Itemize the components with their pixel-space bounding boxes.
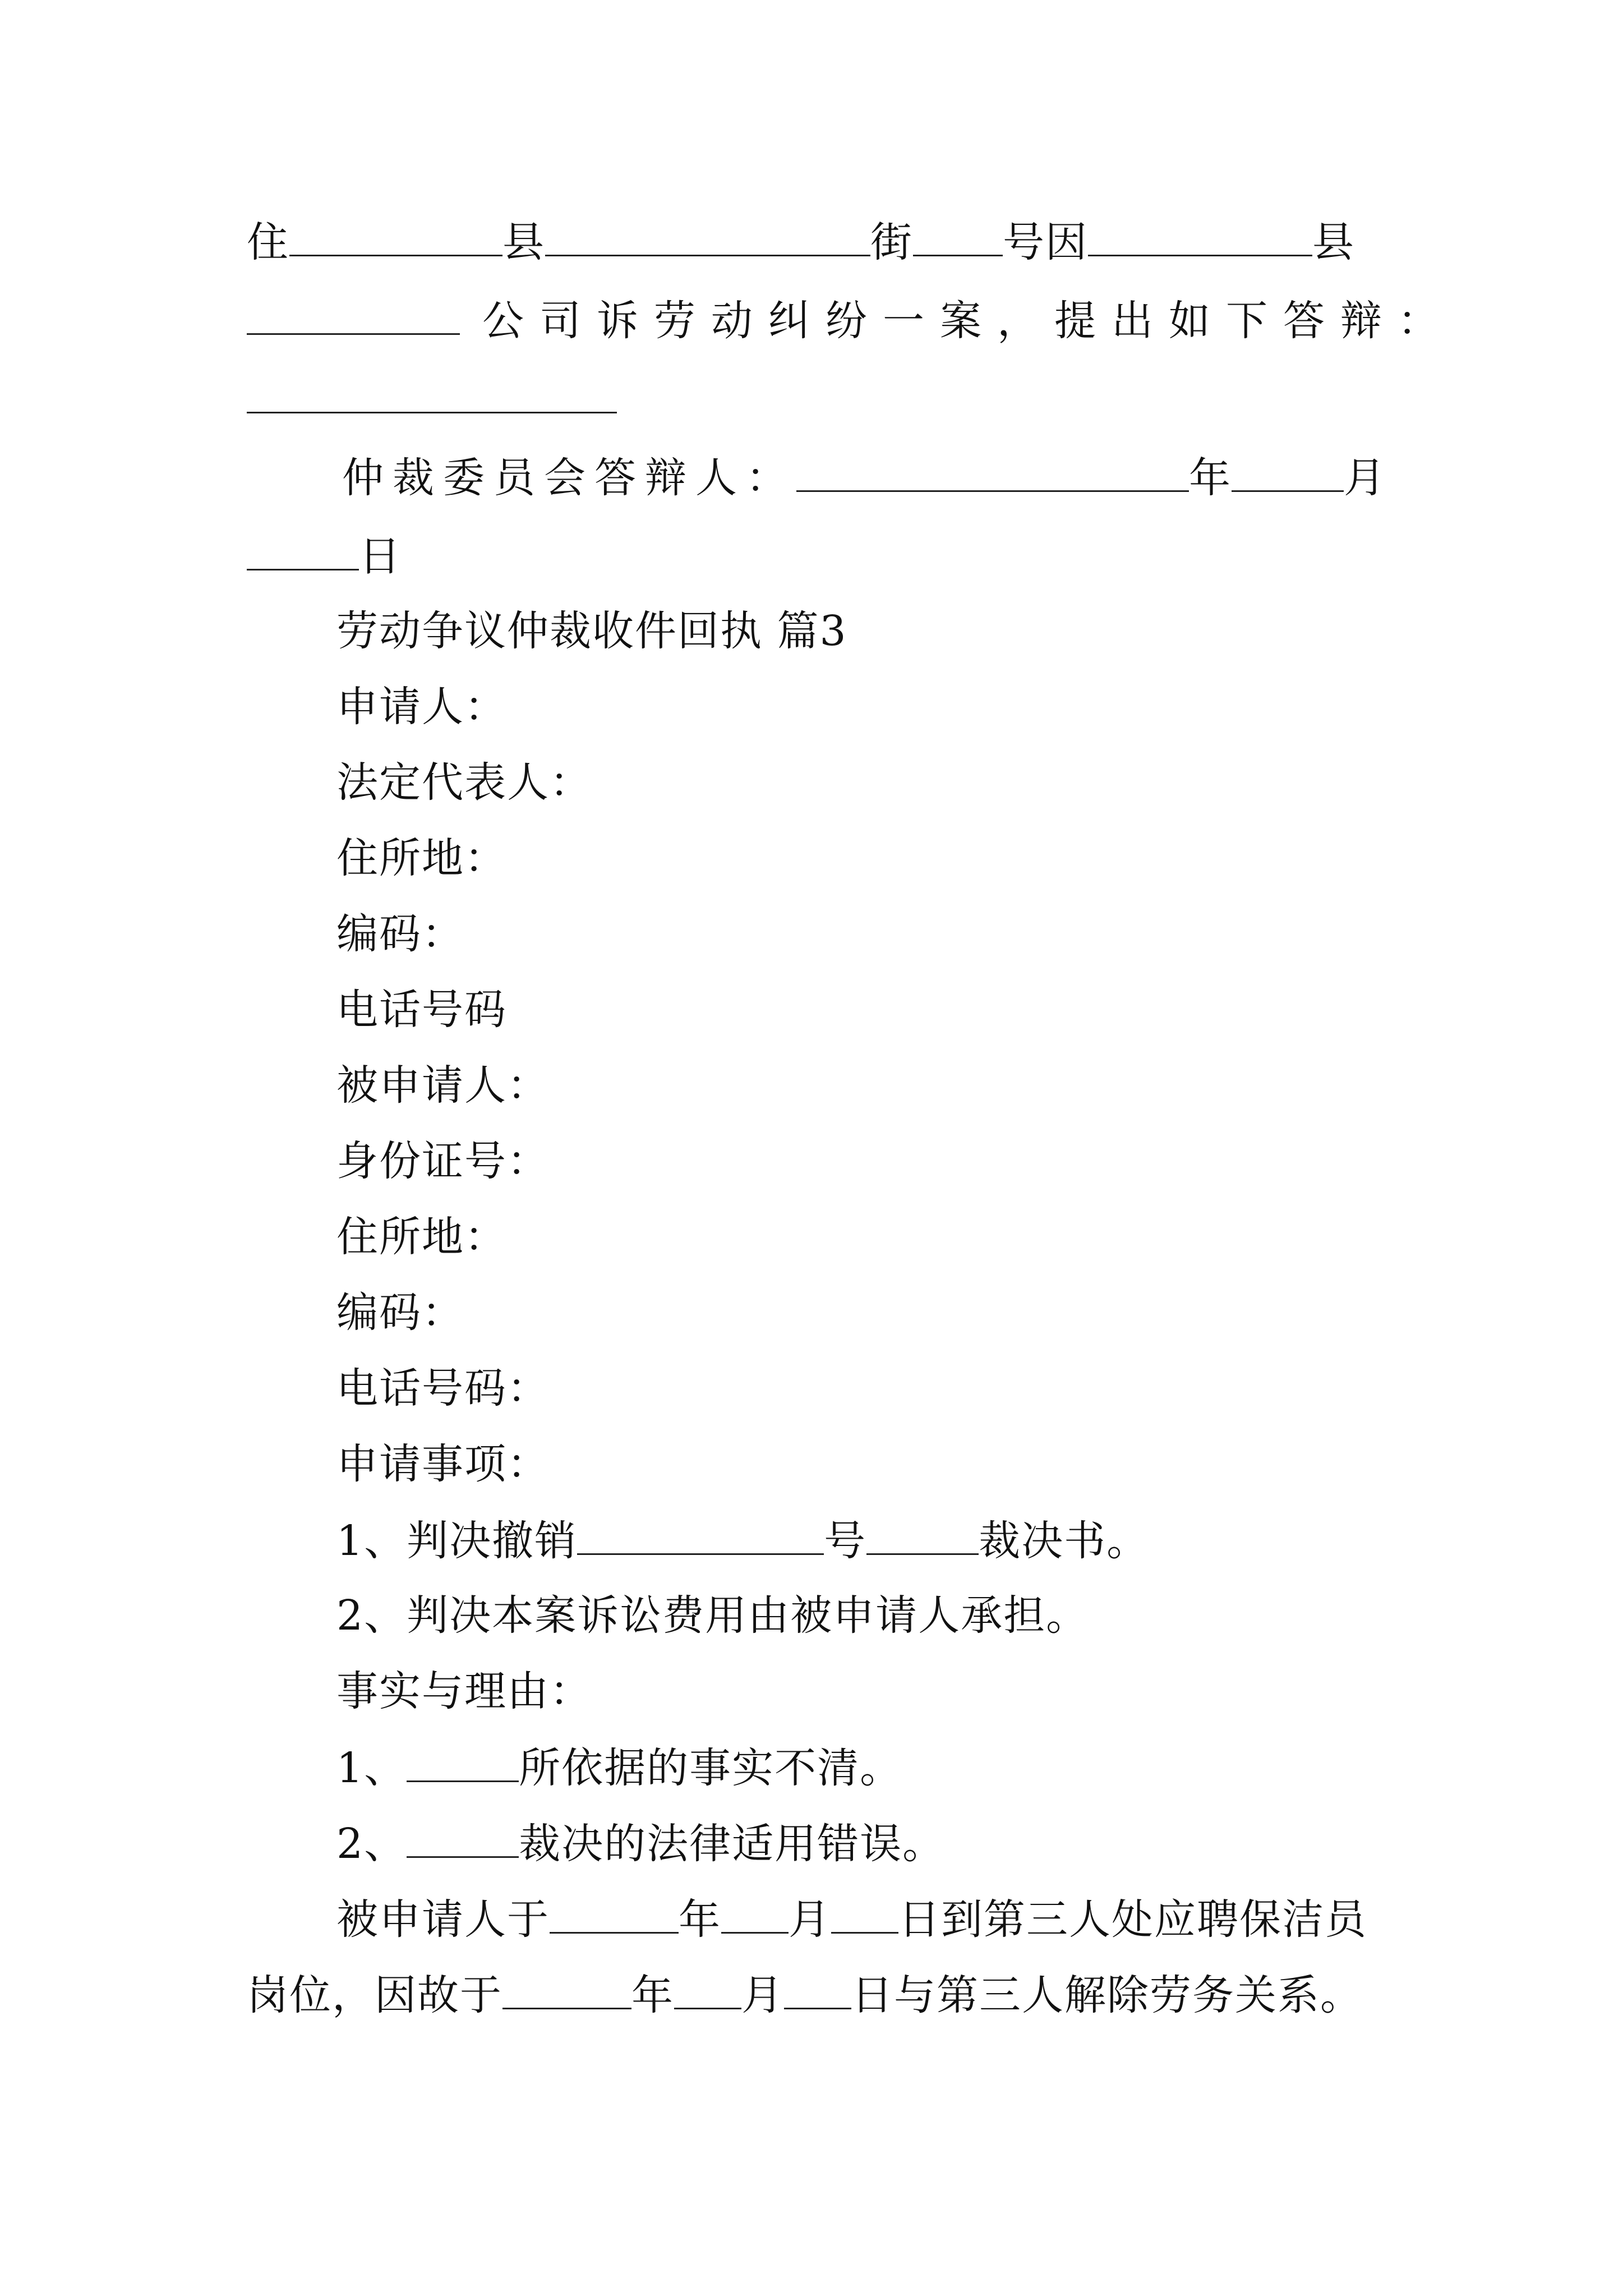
text: 2、 [336,1820,407,1868]
text: 岗位，因故于 [247,1971,502,2019]
blank-field [407,1815,519,1858]
phone-label: 电话号码： [336,1364,550,1412]
text: 裁决的法律适用错误。 [519,1820,946,1868]
text: 年 [631,1971,674,2019]
address-label: 住所地： [336,834,507,882]
code-label: 编码： [336,1289,464,1337]
blank-field [247,527,359,570]
fact-item-2 [336,1815,945,1872]
signature-day-line [247,527,402,585]
text: 裁决书。 [979,1517,1150,1565]
request-item-1 [336,1512,1149,1569]
blank-field [1232,449,1344,492]
blank-field [1088,213,1312,256]
signature-line [342,449,1386,506]
id-number-label: 身份证号： [336,1137,550,1185]
text: 年 [679,1895,721,1944]
requests-heading: 申请事项： [336,1440,550,1488]
fact-paragraph-line-1 [336,1890,1367,1948]
text: 月 [1344,454,1386,502]
blank-field [913,213,1003,256]
text: 公司诉劳动纠纷一案，提出如下答辩： [482,297,1455,345]
text: 1、 [336,1744,407,1792]
blank-field [674,1966,741,2009]
answer-blank-line [247,370,617,427]
text: 号因 [1003,218,1088,266]
phone-label: 电话号码 [336,986,507,1034]
text: 日与第三人解除劳务关系。 [851,1971,1363,2019]
blank-field [502,1966,631,2009]
text: 月 [789,1895,831,1944]
case-line [247,292,1455,349]
fact-item-1 [336,1739,902,1796]
text: 县 [502,218,545,266]
text: 仲裁委员会答辩人： [342,454,796,502]
text: 被申请人于 [336,1895,550,1944]
blank-field [866,1512,979,1555]
blank-field [247,370,617,413]
blank-field [784,1966,851,2009]
fact-paragraph-line-2 [247,1966,1363,2023]
blank-field [577,1512,824,1555]
blank-field [796,449,1189,492]
address-label: 住所地： [336,1213,507,1261]
facts-heading: 事实与理由： [336,1667,592,1715]
text: 街 [870,218,913,266]
applicant-label: 申请人： [336,683,507,731]
section-title: 劳动争议仲裁收件回执 篇3 [336,607,847,655]
text: 月 [741,1971,784,2019]
blank-field [407,1739,519,1782]
blank-field [289,213,502,256]
text: 号 [824,1517,867,1565]
legal-rep-label: 法定代表人： [336,758,592,807]
text: 1、判决撤销 [336,1517,578,1565]
text: 日 [359,532,402,581]
blank-field [247,292,460,335]
text: 日到第三人处应聘保洁员 [898,1895,1367,1944]
respondent-label: 被申请人： [336,1061,550,1110]
blank-field [831,1890,898,1934]
text: 住 [247,218,289,266]
text: 县 [1312,218,1355,266]
blank-field [550,1890,679,1934]
address-line [247,213,1355,270]
code-label: 编码： [336,910,464,958]
blank-field [545,213,870,256]
text: 所依据的事实不清。 [519,1744,903,1792]
text: 年 [1189,454,1232,502]
blank-field [721,1890,789,1934]
request-item-2: 2、判决本案诉讼费用由被申请人承担。 [336,1591,1089,1640]
